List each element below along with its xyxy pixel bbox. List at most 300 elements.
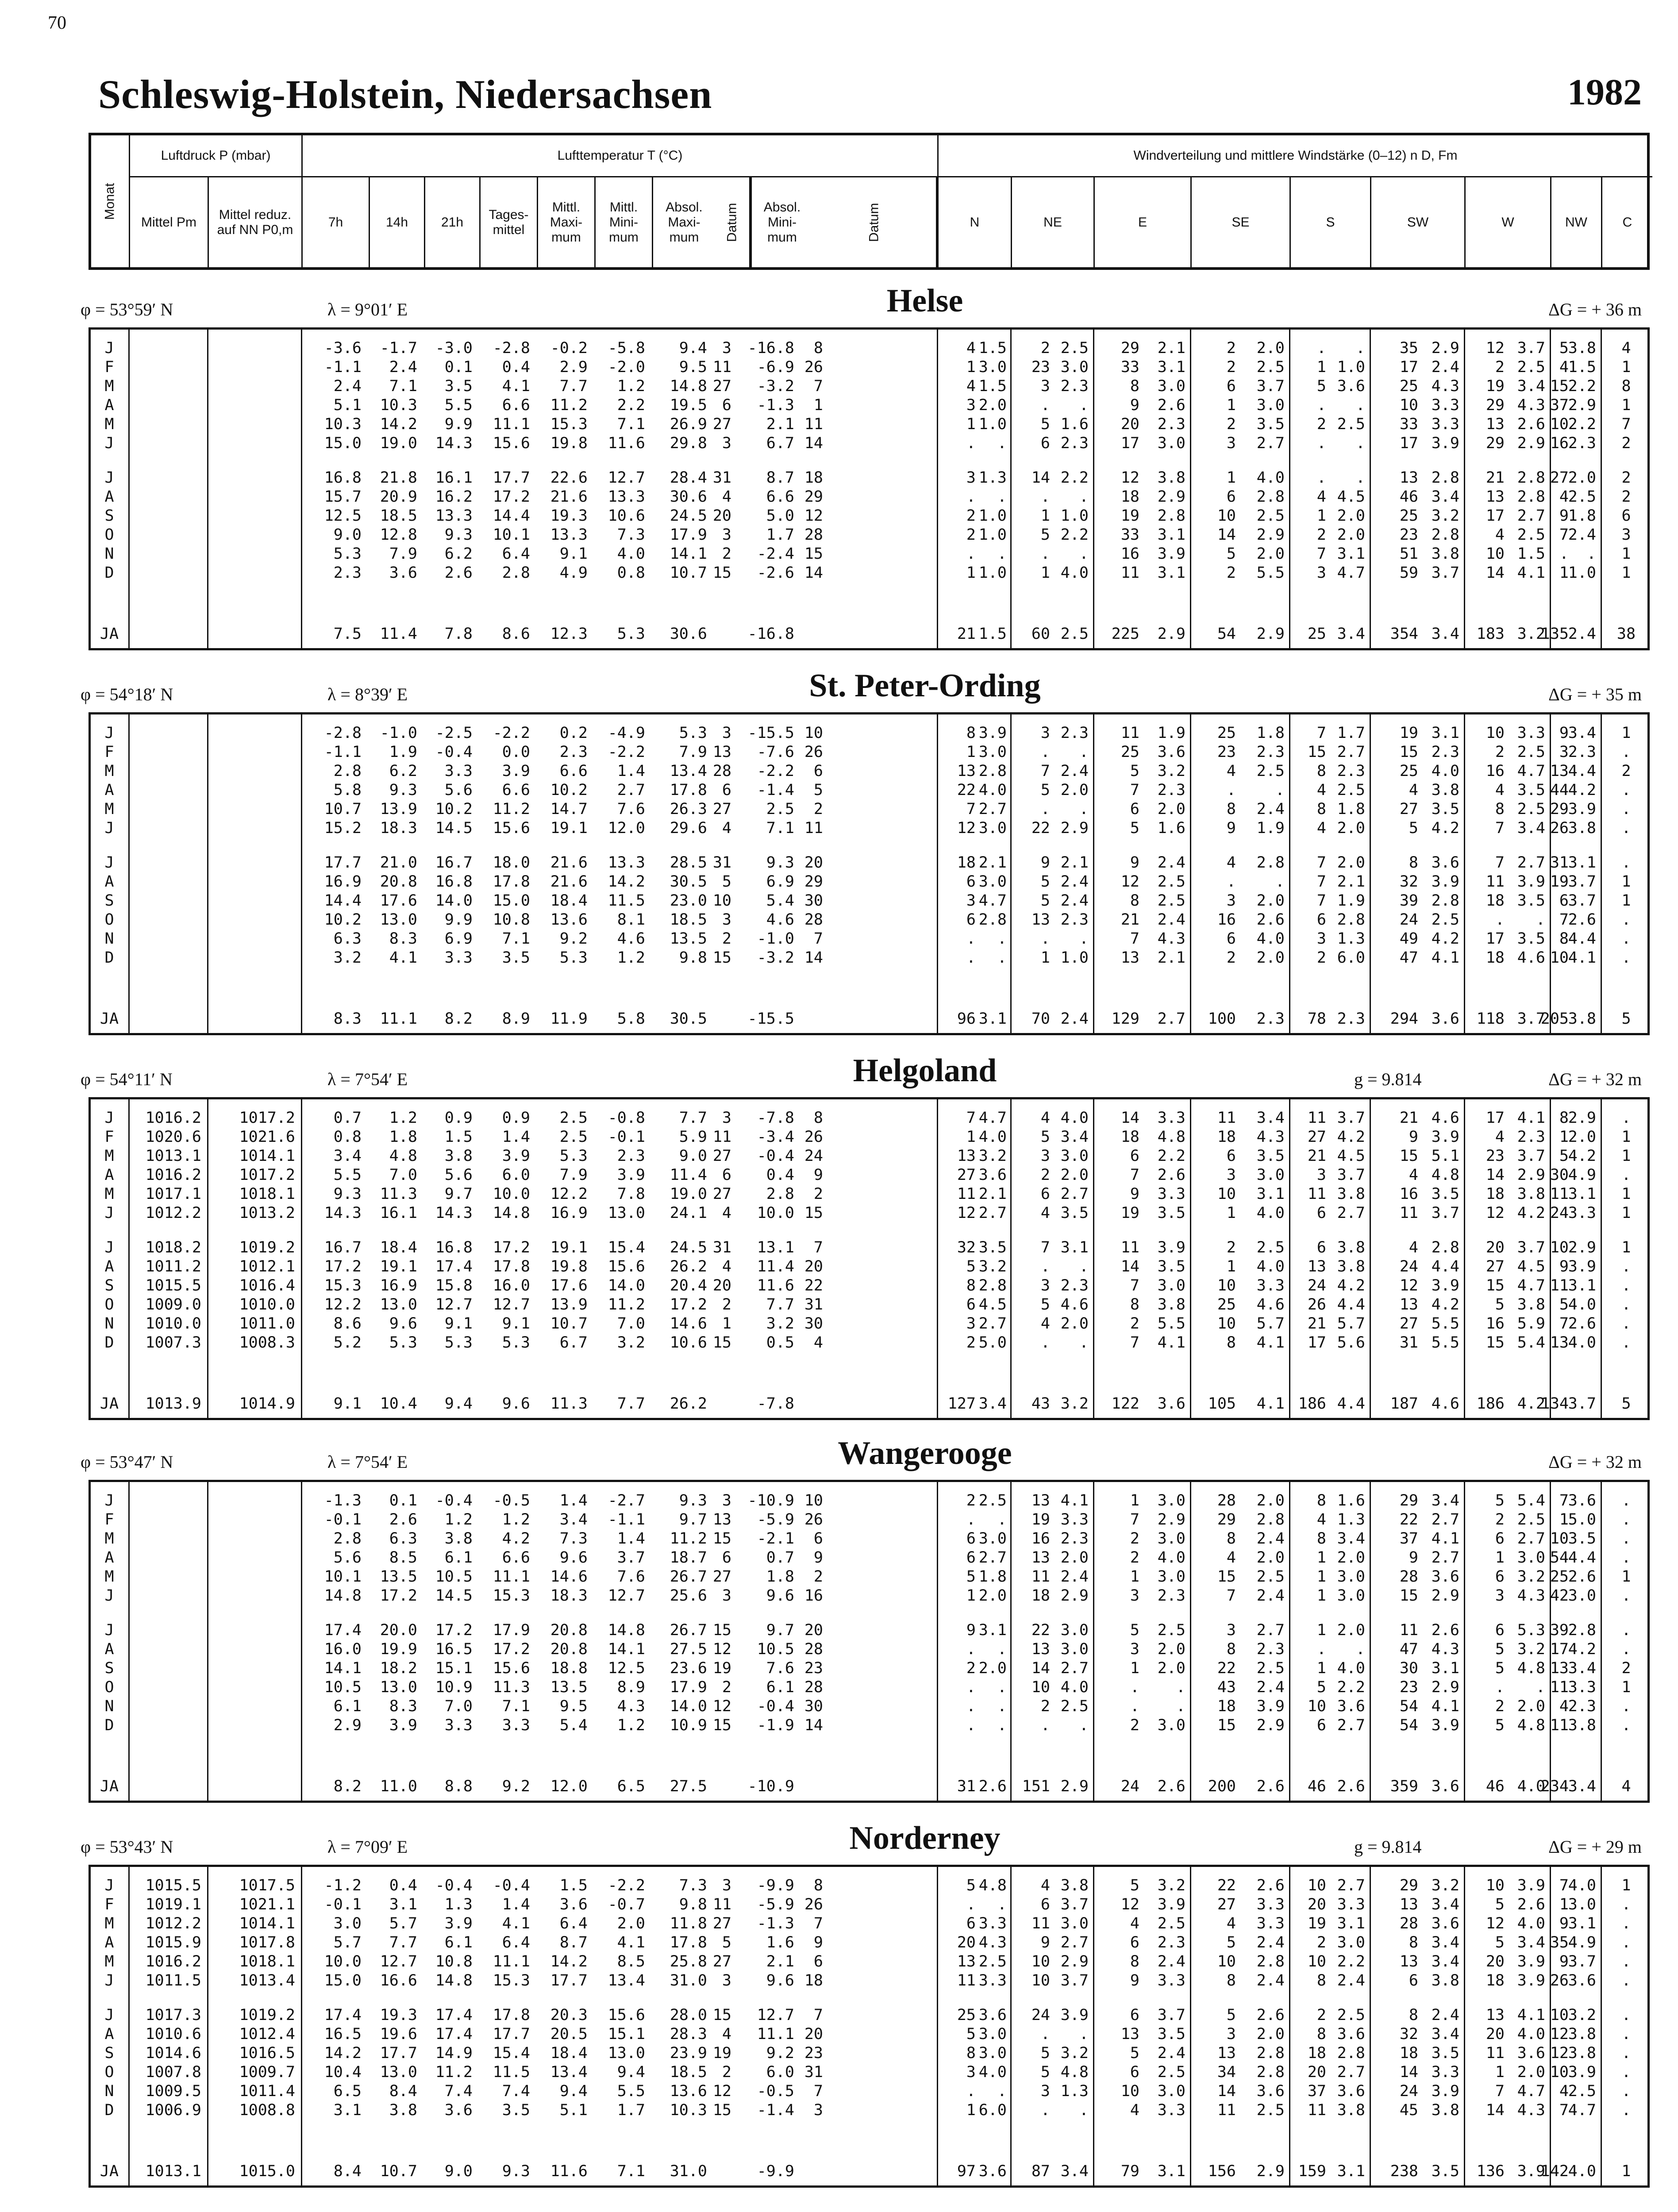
table-cell: 10.3	[324, 415, 362, 433]
table-cell: 2.7	[978, 800, 1007, 818]
table-cell: 13	[712, 743, 731, 761]
table-cell: 33	[1399, 415, 1418, 433]
table-cell: 7	[813, 930, 823, 948]
month-label: M	[104, 1915, 114, 1932]
table-cell: 4.0	[1060, 564, 1089, 582]
table-cell: 17.8	[493, 2006, 530, 2024]
table-cell: 9.0	[333, 526, 362, 544]
table-cell: .	[1040, 1334, 1050, 1352]
table-cell: 4.0	[1517, 2025, 1545, 2043]
station-table	[89, 327, 1650, 650]
table-cell: 2.0	[1568, 1128, 1596, 1146]
table-cell: 5.5	[444, 396, 473, 414]
table-cell: .	[1621, 1109, 1631, 1127]
station-header	[71, 1427, 1655, 1484]
table-cell: 3.7	[1337, 1166, 1365, 1184]
header-dir-c: C	[1601, 177, 1652, 267]
table-cell: 4.0	[1060, 1678, 1089, 1696]
table-cell: 3.9	[502, 762, 530, 780]
table-cell: .	[1621, 1953, 1631, 1970]
table-cell: 1	[1226, 1204, 1236, 1222]
table-cell: 10.1	[493, 526, 530, 544]
table-cell: 2.4	[1256, 1678, 1285, 1696]
table-cell: 19.3	[550, 507, 588, 525]
table-cell: 7	[1226, 1587, 1236, 1605]
table-cell: 6	[966, 911, 976, 929]
table-cell: 4.0	[1568, 1877, 1596, 1894]
table-cell: 13	[1031, 911, 1050, 929]
month-label: N	[104, 545, 114, 563]
table-cell: 9.6	[766, 1587, 794, 1605]
table-cell: 32	[1399, 2025, 1418, 2043]
table-cell: 15.6	[608, 2006, 645, 2024]
table-cell: 12	[1486, 339, 1505, 357]
table-cell: 4.0	[1060, 1109, 1089, 1127]
table-cell: 21	[1307, 1147, 1326, 1165]
table-cell: 8	[1316, 2025, 1326, 2043]
table-cell: 8.2	[444, 1010, 473, 1028]
table-cell: 1.5	[978, 377, 1007, 395]
table-cell: 15.1	[608, 2025, 645, 2043]
table-cell: 3.0	[1157, 1492, 1185, 1509]
table-cell: 3.4	[1337, 625, 1365, 643]
table-cell: 5	[1130, 1877, 1139, 1894]
table-cell: 1018.1	[239, 1185, 295, 1203]
table-cell: 9	[1409, 1549, 1418, 1567]
table-cell: 1	[966, 1128, 976, 1146]
table-cell: 2.3	[1517, 1128, 1545, 1146]
header-datum-max: Datum	[715, 177, 750, 267]
table-cell: 3.2	[1060, 2044, 1089, 2062]
table-cell: 2.5	[978, 1953, 1007, 1970]
table-cell: 238	[1390, 2162, 1418, 2180]
table-cell: 4.7	[1568, 2101, 1596, 2119]
table-cell: 21	[1307, 1315, 1326, 1333]
table-cell: 2.5	[1157, 873, 1185, 891]
table-cell: 8.2	[333, 1778, 362, 1795]
table-cell: .	[966, 2082, 976, 2100]
table-cell: 11	[804, 819, 823, 837]
table-cell: 186	[1298, 1395, 1326, 1413]
table-cell: 1010.0	[239, 1296, 295, 1313]
table-cell: 13	[1550, 1334, 1569, 1352]
table-cell: 8	[1226, 1972, 1236, 1989]
table-cell: 9	[1130, 1185, 1139, 1203]
table-cell: 13	[957, 762, 976, 780]
table-cell: 5.5	[617, 2082, 645, 2100]
table-cell: 17.7	[324, 854, 362, 872]
table-cell: 1.0	[978, 564, 1007, 582]
table-cell: 2.8	[1157, 507, 1185, 525]
station-latitude: φ = 53°47′ N	[81, 1452, 173, 1472]
table-cell: 15.3	[493, 1587, 530, 1605]
table-cell: 3.8	[1431, 2101, 1459, 2119]
table-cell: .	[1621, 2025, 1631, 2043]
month-label: O	[104, 911, 114, 929]
table-cell: .	[997, 2082, 1007, 2100]
table-cell: 1	[1316, 507, 1326, 525]
table-cell: 4.2	[1568, 1147, 1596, 1165]
table-cell: 11	[1486, 873, 1505, 891]
table-cell: 3.3	[1157, 2101, 1185, 2119]
table-cell: 18	[1120, 488, 1139, 506]
table-cell: 3.5	[444, 377, 473, 395]
table-cell: 25.8	[670, 1953, 707, 1970]
table-cell: 15.6	[493, 819, 530, 837]
table-cell: 1.0	[978, 507, 1007, 525]
table-cell: 27	[712, 1953, 731, 1970]
table-cell: 17	[1486, 507, 1505, 525]
month-label: N	[104, 930, 114, 948]
table-cell: 10.1	[324, 1568, 362, 1586]
table-row	[91, 1315, 1647, 1334]
table-cell: 3	[722, 434, 731, 452]
table-cell: 1	[1130, 1492, 1139, 1509]
table-cell: 5	[1495, 1659, 1505, 1677]
table-cell: 13.5	[670, 930, 707, 948]
table-cell: 3.5	[1157, 2025, 1185, 2043]
table-cell: .	[1621, 743, 1631, 761]
table-cell: .	[997, 1896, 1007, 1913]
table-cell: 4.3	[1256, 1128, 1285, 1146]
table-cell: 4.4	[1568, 930, 1596, 948]
table-cell: 200	[1208, 1778, 1236, 1795]
table-cell: 3.8	[1337, 2101, 1365, 2119]
table-cell: 6.0	[502, 1166, 530, 1184]
table-cell: 18.2	[380, 1659, 417, 1677]
table-cell: .	[1621, 911, 1631, 929]
table-cell: 1	[966, 358, 976, 376]
table-cell: 9.4	[617, 2063, 645, 2081]
table-cell: 5	[1316, 1678, 1326, 1696]
table-cell: 18	[1217, 1697, 1236, 1715]
month-label: A	[104, 1549, 114, 1567]
table-row	[91, 2006, 1647, 2025]
table-cell: 20.9	[380, 488, 417, 506]
table-cell: 1	[1226, 469, 1236, 487]
table-cell: 3.5	[978, 1239, 1007, 1256]
table-cell: .	[1355, 396, 1365, 414]
table-cell: 2.9	[1157, 488, 1185, 506]
table-cell: 5	[1040, 873, 1050, 891]
table-cell: 9.5	[679, 358, 707, 376]
table-cell: 5.5	[1157, 1315, 1185, 1333]
table-row	[91, 488, 1647, 507]
table-cell: 2.3	[1157, 415, 1185, 433]
table-cell: 5.6	[444, 1166, 473, 1184]
table-cell: 6.3	[389, 1530, 417, 1548]
station-table	[89, 1097, 1650, 1420]
table-cell: 2	[1316, 1934, 1326, 1951]
table-cell: 5	[1621, 1010, 1631, 1028]
table-cell: 5	[1130, 1621, 1139, 1639]
table-cell: 3.8	[1568, 2044, 1596, 2062]
table-cell: .	[1621, 2101, 1631, 2119]
table-cell: 11.1	[493, 415, 530, 433]
table-cell: 2.8	[1431, 1239, 1459, 1256]
table-cell: .	[1621, 1587, 1631, 1605]
table-cell: .	[1621, 1258, 1631, 1275]
table-cell: 2.3	[1256, 1640, 1285, 1658]
table-cell: 7.3	[679, 1877, 707, 1894]
table-cell: 2	[1040, 1166, 1050, 1184]
table-cell: 1015.0	[239, 2162, 295, 2180]
table-cell: 14.9	[435, 2044, 473, 2062]
table-cell: 13	[1399, 1896, 1418, 1913]
table-cell: 7.3	[617, 526, 645, 544]
table-cell: 3.1	[1431, 1659, 1459, 1677]
table-cell: 4.3	[1431, 377, 1459, 395]
table-cell: 33	[1120, 358, 1139, 376]
table-cell: 3.1	[978, 1010, 1007, 1028]
table-cell: .	[1621, 949, 1631, 967]
table-cell: .	[1621, 1972, 1631, 1989]
table-cell: 2	[1316, 2006, 1326, 2024]
table-cell: 11	[1031, 1568, 1050, 1586]
table-cell: 16.5	[324, 2025, 362, 2043]
month-label: A	[104, 1934, 114, 1951]
table-cell: 11	[1550, 1717, 1569, 1734]
month-label: J	[104, 1587, 114, 1605]
table-cell: 8.5	[389, 1549, 417, 1567]
table-cell: 28.5	[670, 854, 707, 872]
table-cell: 2.9	[559, 358, 588, 376]
table-row	[91, 819, 1647, 838]
table-cell: 3.2	[1060, 1395, 1089, 1413]
table-cell: -0.8	[608, 1109, 645, 1127]
table-cell: 20	[1307, 1896, 1326, 1913]
table-cell: 9.3	[333, 1185, 362, 1203]
table-cell: 3.4	[1060, 2162, 1089, 2180]
table-cell: 4	[1559, 358, 1569, 376]
table-cell: 17.7	[380, 2044, 417, 2062]
table-cell: 22	[1399, 1511, 1418, 1528]
table-cell: 10	[1486, 724, 1505, 742]
table-cell: 1.4	[502, 1896, 530, 1913]
table-cell: 26.7	[670, 1621, 707, 1639]
table-cell: 3.6	[1568, 1492, 1596, 1509]
table-cell: 5	[1495, 1640, 1505, 1658]
table-cell: 1017.3	[145, 2006, 201, 2024]
table-cell: 10	[1486, 545, 1505, 563]
table-cell: 2.7	[1256, 434, 1285, 452]
table-cell: 1016.2	[145, 1953, 201, 1970]
table-cell: 1.8	[766, 1568, 794, 1586]
table-cell: 0.7	[766, 1549, 794, 1567]
table-cell: 3.7	[1517, 1147, 1545, 1165]
table-cell: 11	[712, 1128, 731, 1146]
table-cell: 8	[1226, 1334, 1236, 1352]
table-cell: 6.1	[444, 1549, 473, 1567]
table-cell: 8.6	[502, 625, 530, 643]
table-cell: 186	[1476, 1395, 1505, 1413]
table-cell: .	[1040, 396, 1050, 414]
table-cell: 6	[722, 1549, 731, 1567]
table-cell: 6	[966, 1915, 976, 1932]
table-cell: 1015.9	[145, 1934, 201, 1951]
table-cell: 6	[1316, 1204, 1326, 1222]
table-cell: 3	[722, 1877, 731, 1894]
table-cell: 11	[1307, 1185, 1326, 1203]
table-cell: 13	[1399, 1296, 1418, 1313]
table-cell: 1	[1559, 1896, 1569, 1913]
table-cell: 16.0	[493, 1277, 530, 1294]
table-cell: 11.1	[493, 1953, 530, 1970]
table-cell: 6.4	[502, 1934, 530, 1951]
table-cell: .	[1355, 434, 1365, 452]
table-cell: 16.9	[380, 1277, 417, 1294]
table-cell: 28.3	[670, 2025, 707, 2043]
month-label: A	[104, 2025, 114, 2043]
table-row	[91, 1896, 1647, 1915]
table-cell: 4.6	[1256, 1296, 1285, 1313]
table-cell: 1.9	[389, 743, 417, 761]
table-cell: 16.1	[435, 469, 473, 487]
table-cell: 3.1	[978, 1621, 1007, 1639]
table-cell: 16	[1031, 1530, 1050, 1548]
table-cell: 8	[813, 339, 823, 357]
table-cell: 7.9	[559, 1166, 588, 1184]
table-cell: .	[1040, 2025, 1050, 2043]
table-cell: -2.1	[757, 1530, 794, 1548]
table-cell: 12	[1486, 1915, 1505, 1932]
table-cell: 19.0	[670, 1185, 707, 1203]
table-cell: 1008.3	[239, 1334, 295, 1352]
table-cell: 1	[1621, 1147, 1631, 1165]
table-cell: 3.6	[1568, 1972, 1596, 1989]
table-cell: 9	[1559, 507, 1569, 525]
table-cell: 26	[804, 358, 823, 376]
table-cell: 8.7	[559, 1934, 588, 1951]
table-cell: 0.4	[502, 358, 530, 376]
table-cell: 3	[1226, 2025, 1236, 2043]
table-cell: 3.7	[1337, 1109, 1365, 1127]
table-cell: 2.9	[1431, 1678, 1459, 1696]
table-cell: 6	[1316, 911, 1326, 929]
table-cell: 5.9	[1517, 1315, 1545, 1333]
month-label: N	[104, 1315, 114, 1333]
table-cell: 1.2	[617, 377, 645, 395]
table-cell: 14.2	[380, 415, 417, 433]
table-cell: 24	[1120, 1778, 1139, 1795]
table-cell: 7.3	[559, 1530, 588, 1548]
table-cell: 1	[1316, 1587, 1326, 1605]
table-cell: 15.0	[493, 892, 530, 910]
table-cell: 4.0	[617, 545, 645, 563]
table-cell: 2.8	[978, 762, 1007, 780]
table-cell: 3.4	[1568, 1659, 1596, 1677]
table-cell: 9.2	[502, 1778, 530, 1795]
table-cell: 18.4	[550, 892, 588, 910]
table-cell: 10	[804, 1492, 823, 1509]
table-cell: 7	[1559, 526, 1569, 544]
table-cell: 12.7	[608, 1587, 645, 1605]
table-cell: 16	[1486, 762, 1505, 780]
table-cell: 3.0	[1157, 1568, 1185, 1586]
table-cell: 3.9	[1517, 873, 1545, 891]
table-cell: 1	[1621, 1185, 1631, 1203]
table-cell: 10	[1120, 2082, 1139, 2100]
table-cell: 23	[1031, 358, 1050, 376]
table-cell: 13	[1399, 469, 1418, 487]
table-cell: 6	[722, 781, 731, 799]
month-label: J	[104, 2006, 114, 2024]
table-cell: 1	[1621, 564, 1631, 582]
table-cell: 142	[1540, 2162, 1569, 2180]
table-cell: 18	[957, 854, 976, 872]
table-cell: 14.1	[608, 1640, 645, 1658]
table-cell: .	[1079, 2101, 1089, 2119]
table-cell: .	[1621, 1896, 1631, 1913]
table-cell: 1007.8	[145, 2063, 201, 2081]
table-cell: 7	[1559, 911, 1569, 929]
table-cell: -0.1	[608, 1128, 645, 1146]
table-cell: 26.9	[670, 415, 707, 433]
table-cell: 1.3	[1337, 930, 1365, 948]
table-cell: 2.9	[1256, 625, 1285, 643]
table-cell: 3.5	[502, 2101, 530, 2119]
table-cell: 3.9	[1431, 1128, 1459, 1146]
table-cell: 4.1	[1431, 949, 1459, 967]
table-cell: 2.4	[1256, 1587, 1285, 1605]
table-cell: .	[1621, 930, 1631, 948]
table-cell: 11.6	[550, 2162, 588, 2180]
table-cell: .	[1621, 1315, 1631, 1333]
table-cell: 19.9	[380, 1640, 417, 1658]
table-cell: .	[1621, 2044, 1631, 2062]
table-cell: .	[1040, 488, 1050, 506]
table-cell: .	[1621, 2006, 1631, 2024]
table-cell: 3	[1226, 1621, 1236, 1639]
table-cell: 3.5	[1256, 415, 1285, 433]
table-cell: 3	[1130, 1587, 1139, 1605]
annual-row	[91, 1010, 1647, 1029]
table-cell: 3.7	[1157, 2006, 1185, 2024]
table-cell: 13	[1486, 415, 1505, 433]
month-label: S	[104, 1277, 114, 1294]
month-label: F	[104, 1896, 114, 1913]
table-cell: 4.3	[1517, 396, 1545, 414]
table-cell: -9.9	[757, 2162, 794, 2180]
table-cell: 23	[1486, 1147, 1505, 1165]
station-gravity: g = 9.814	[1354, 1069, 1422, 1089]
table-cell: 2.8	[1256, 1953, 1285, 1970]
month-label: D	[104, 1334, 114, 1352]
table-cell: 7.7	[766, 1296, 794, 1313]
table-cell: 13	[1486, 488, 1505, 506]
table-cell: 8	[1409, 1934, 1418, 1951]
table-cell: -5.9	[757, 1896, 794, 1913]
table-cell: .	[966, 545, 976, 563]
table-cell: 3.9	[1256, 1697, 1285, 1715]
table-cell: 54	[1399, 1697, 1418, 1715]
table-cell: 3	[813, 2101, 823, 2119]
table-cell: 3	[722, 1492, 731, 1509]
table-cell: .	[1621, 2082, 1631, 2100]
table-cell: 12.7	[608, 469, 645, 487]
station-latitude: φ = 54°11′ N	[81, 1069, 173, 1089]
table-row	[91, 507, 1647, 526]
table-cell: 54	[1399, 1717, 1418, 1734]
table-cell: 3.9	[1517, 2162, 1545, 2180]
table-cell: 1009.5	[145, 2082, 201, 2100]
table-cell: 17.2	[493, 488, 530, 506]
month-label: JA	[100, 1395, 119, 1413]
table-cell: 13.0	[380, 2063, 417, 2081]
table-cell: 3.4	[1256, 1109, 1285, 1127]
month-label: S	[104, 1659, 114, 1677]
table-cell: 8	[1316, 762, 1326, 780]
